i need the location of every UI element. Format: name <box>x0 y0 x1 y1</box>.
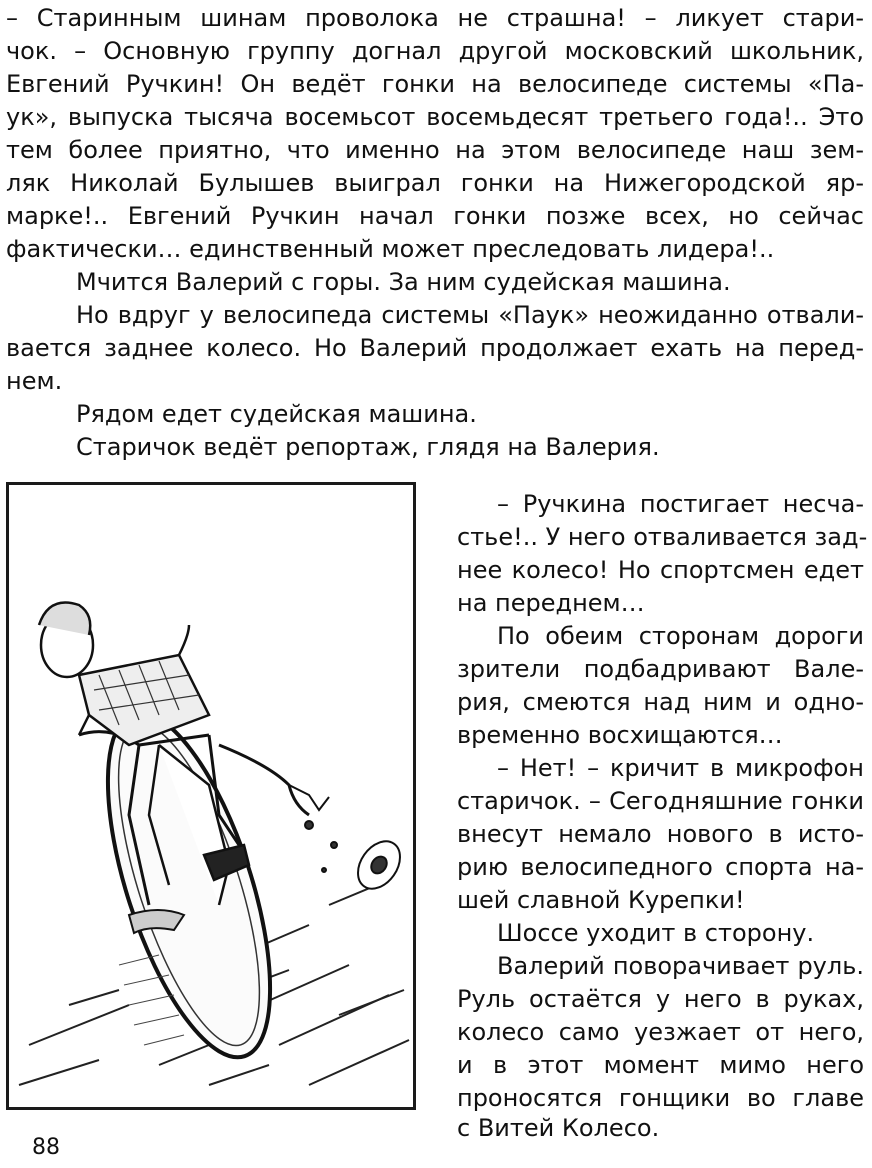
text-line: – Нет! – кричит в микрофон <box>497 754 864 782</box>
text-line: Валерий поворачивает руль. <box>497 952 864 980</box>
text-line: – Старинным шинам проволока не страшна! – ликует стари- <box>6 4 864 32</box>
text-line: ук», выпуска тысяча восемьсот восемьдесят третьего года!.. Это <box>6 103 864 131</box>
text-line: чок. – Основную группу догнал другой московский школьник, <box>6 37 864 65</box>
front-wheel <box>74 695 303 1076</box>
text-line: Евгений Ручкин! Он ведёт гонки на велосипеде системы «Па- <box>6 70 864 98</box>
text-line: Старичок ведёт репортаж, глядя на Валерия. <box>76 433 660 461</box>
text-line: на переднем… <box>457 589 645 617</box>
text-line: старичок. – Сегодняшние гонки <box>457 787 864 815</box>
text-line: тем более приятно, что именно на этом велосипеде наш зем- <box>6 136 864 164</box>
text-line: стье!.. У него отваливается зад- <box>457 523 868 551</box>
text-line: нее колесо! Но спортсмен едет <box>457 556 864 584</box>
text-line: марке!.. Евгений Ручкин начал гонки позже всех, но сейчас <box>6 202 864 230</box>
text-line: нем. <box>6 367 63 395</box>
text-line: рия, смеются над ним и одно- <box>457 688 864 716</box>
text-line: Рядом едет судейская машина. <box>76 400 477 428</box>
text-line: Но вдруг у велосипеда системы «Паук» неожиданно отвали- <box>76 301 864 329</box>
text-line: – Ручкина постигает несча- <box>497 490 864 518</box>
page-number: 88 <box>32 1135 60 1160</box>
text-line: вается заднее колесо. Но Валерий продолжает ехать на перед- <box>6 334 864 362</box>
text-line: внесут немало нового в исто- <box>457 820 864 848</box>
text-line: фактически… единственный может преследовать лидера!.. <box>6 235 775 263</box>
text-line: Шоссе уходит в сторону. <box>497 919 815 947</box>
text-line: колесо само уезжает от него, <box>457 1018 864 1046</box>
text-line: временно восхищаются… <box>457 721 783 749</box>
text-line: ляк Николай Булышев выиграл гонки на Нижегородской яр- <box>6 169 864 197</box>
text-line: Руль остаётся у него в руках, <box>457 985 864 1013</box>
text-line: и в этот момент мимо него <box>457 1051 864 1079</box>
text-line: проносятся гонщики во главе <box>457 1084 864 1112</box>
text-line: с Витей Колесо. <box>457 1114 660 1142</box>
text-line: рию велосипедного спорта на- <box>457 853 864 881</box>
bicycle-illustration <box>6 482 416 1110</box>
text-line: По обеим сторонам дороги <box>497 622 864 650</box>
text-line: зрители подбадривают Вале- <box>457 655 864 683</box>
text-line: Мчится Валерий с горы. За ним судейская машина. <box>76 268 731 296</box>
falling-parts <box>289 785 409 897</box>
text-line: шей славной Курепки! <box>457 886 745 914</box>
